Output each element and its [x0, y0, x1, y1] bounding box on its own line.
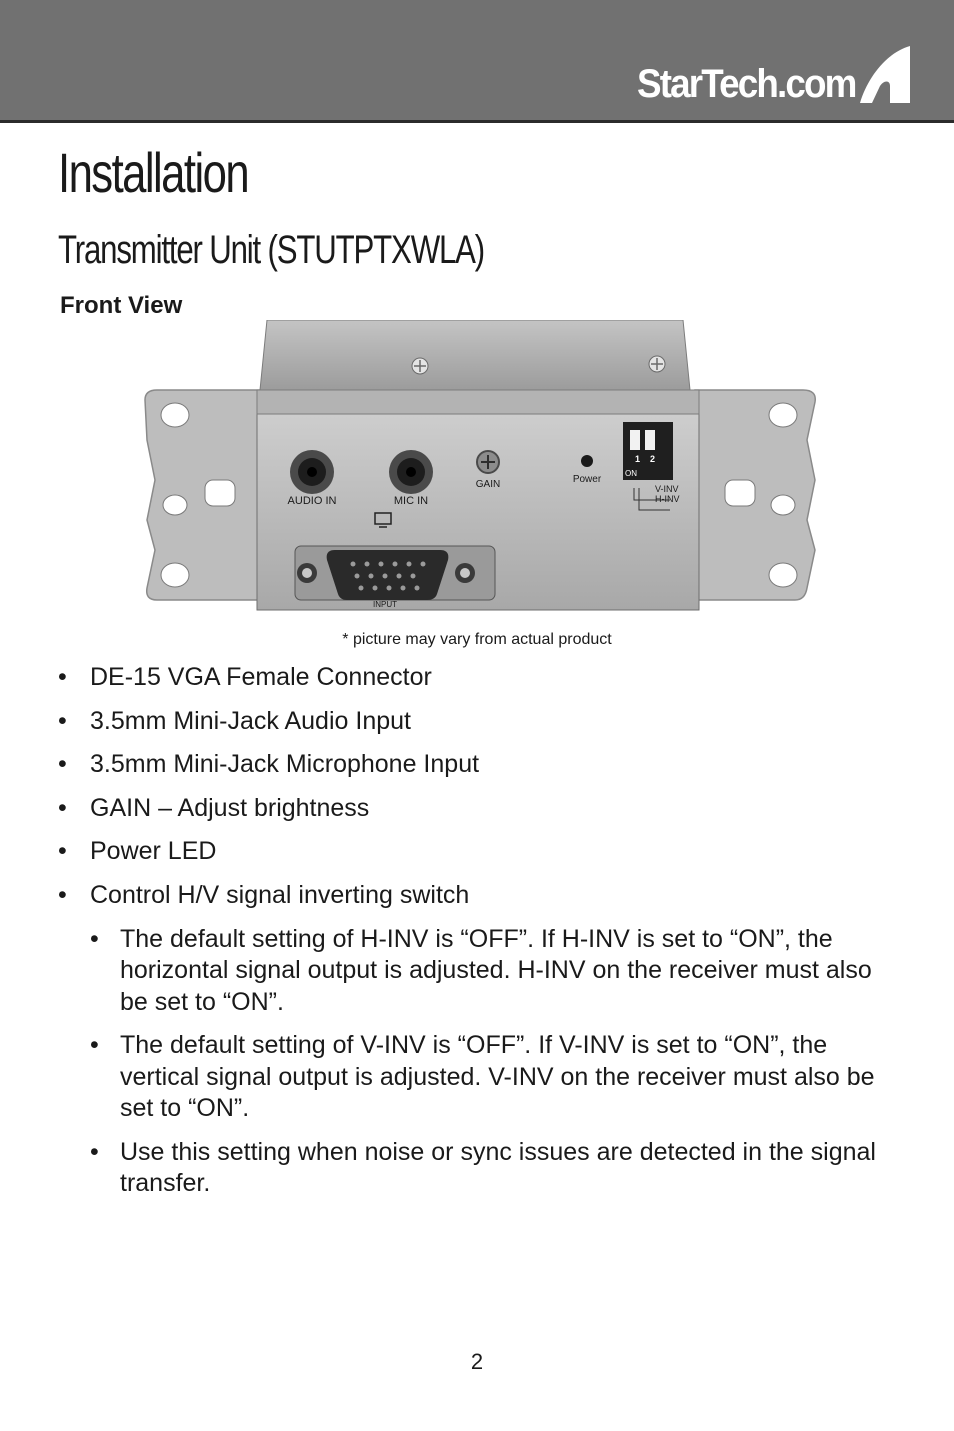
label-audio-in: AUDIO IN — [287, 495, 337, 507]
mounting-plate-left — [145, 390, 265, 600]
list-item — [58, 793, 898, 823]
startech-swoosh-icon — [858, 46, 910, 104]
feature-hv-switch: Control H/V signal inverting switch — [90, 880, 470, 909]
list-item — [90, 1030, 898, 1125]
switch-notes-list — [90, 924, 898, 1200]
list-item — [58, 880, 898, 1200]
list-item — [90, 1137, 898, 1200]
feature-gain: GAIN – Adjust brightness — [90, 793, 370, 822]
note-v-inv: The default setting of V-INV is “OFF”. If V-INV is set to “ON”, the vertical signal output is adjusted. V-INV on the receiver must also be set to “ON”. — [120, 1031, 875, 1122]
label-switch-1: 1 — [635, 454, 641, 464]
note-h-inv: The default setting of H-INV is “OFF”. If H-INV is set to “ON”, the horizontal signal output is adjusted. H-INV on the receiver must also be set to “ON”. — [120, 924, 872, 1016]
brand-name: StarTech.com — [637, 62, 856, 106]
list-item — [58, 749, 898, 779]
page-header — [0, 0, 954, 120]
list-item — [58, 662, 898, 692]
label-switch-on: ON — [625, 469, 637, 478]
front-view-label: Front View — [60, 292, 183, 319]
feature-list — [58, 662, 898, 1213]
label-power: Power — [572, 474, 602, 485]
mounting-plate-right — [695, 390, 815, 600]
header-divider — [0, 120, 954, 123]
label-mic-in: MIC IN — [393, 495, 429, 507]
feature-power-led: Power LED — [90, 837, 217, 865]
feature-audio-input: 3.5mm Mini-Jack Audio Input — [90, 706, 411, 735]
list-item — [90, 924, 898, 1019]
audio-in-jack — [290, 450, 334, 494]
label-switch-2: 2 — [650, 454, 656, 464]
page-number: 2 — [470, 1349, 484, 1374]
feature-vga: DE-15 VGA Female Connector — [90, 663, 432, 691]
list-item — [58, 836, 898, 866]
label-gain: GAIN — [475, 479, 501, 490]
gain-knob — [477, 451, 499, 473]
transmitter-front-photo — [135, 320, 825, 620]
label-input: INPUT — [373, 600, 397, 609]
startech-logo — [618, 44, 910, 104]
photo-caption: * picture may vary from actual product — [342, 631, 612, 648]
feature-mic-input: 3.5mm Mini-Jack Microphone Input — [90, 750, 480, 778]
list-item — [58, 706, 898, 736]
mic-in-jack — [389, 450, 433, 494]
vga-input-port — [295, 546, 495, 600]
page-title: Installation — [58, 141, 249, 204]
label-v-inv: V-INV — [655, 484, 679, 494]
power-led — [581, 455, 593, 467]
note-usage: Use this setting when noise or sync issues are detected in the signal transfer. — [120, 1137, 876, 1197]
label-h-inv: H-INV — [655, 494, 680, 504]
section-subtitle: Transmitter Unit (STUTPTXWLA) — [58, 228, 485, 272]
